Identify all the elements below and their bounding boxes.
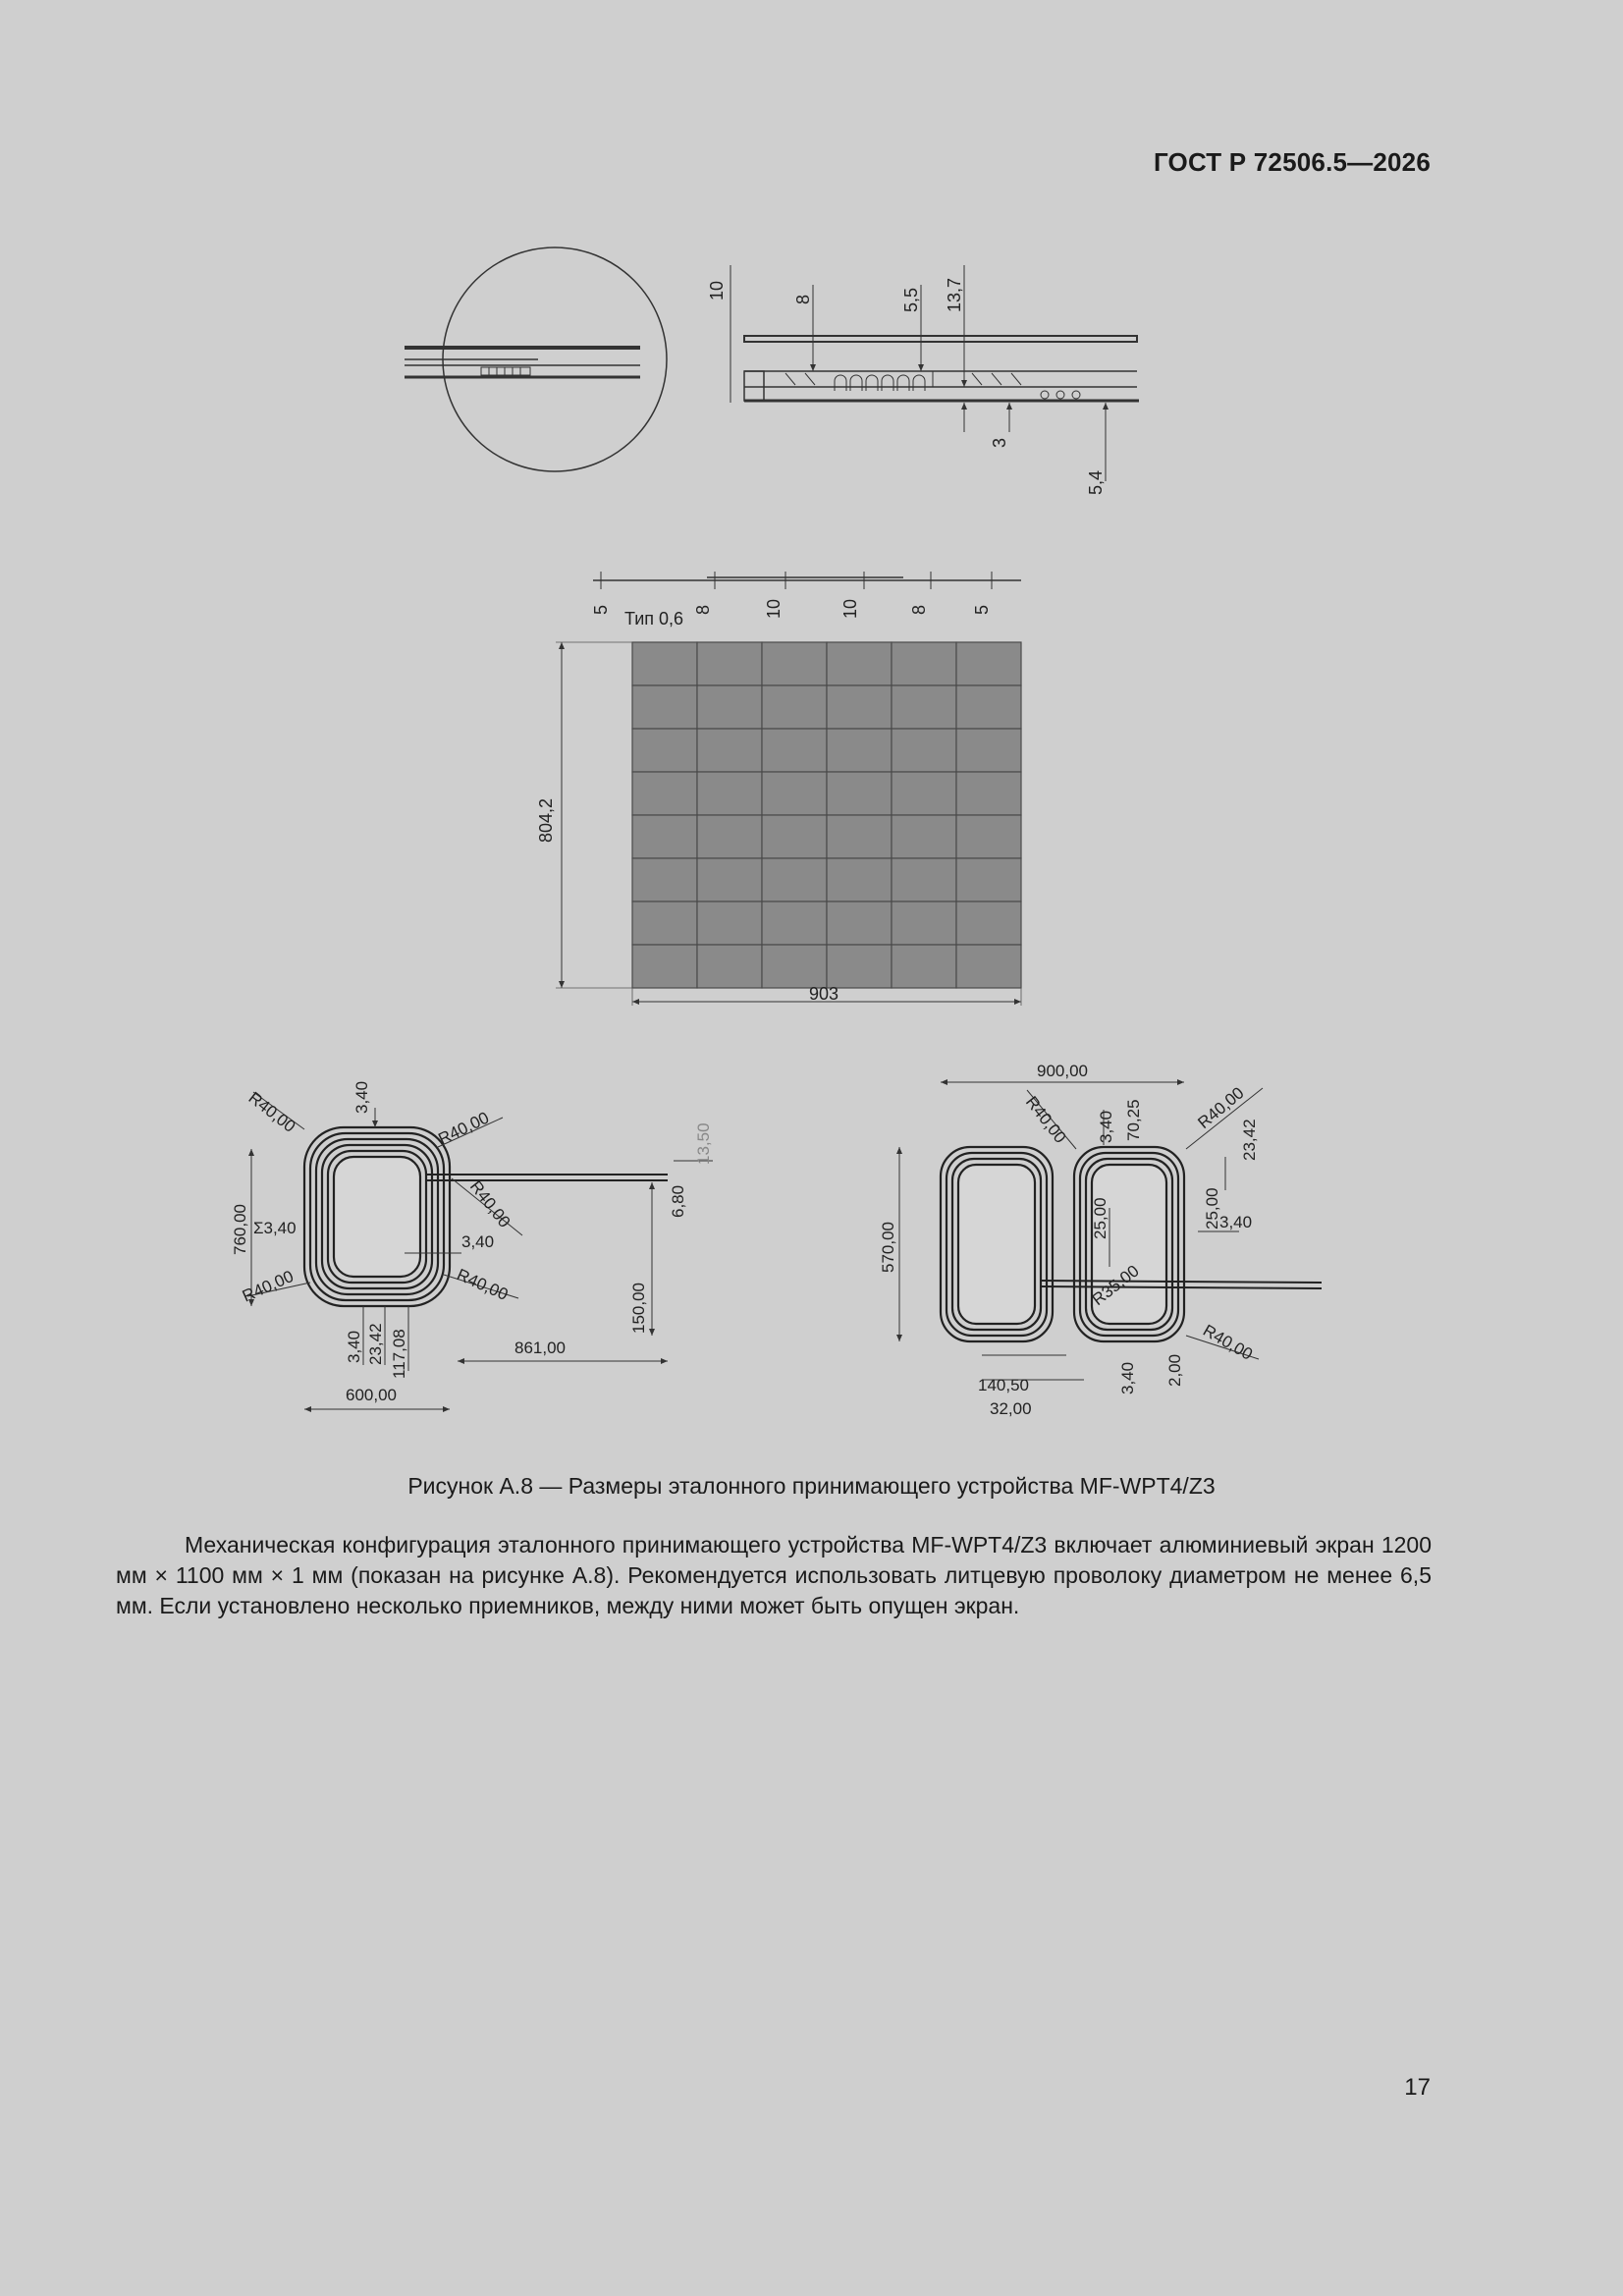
grid-cell bbox=[956, 858, 1021, 902]
standard-code: ГОСТ Р 72506.5—2026 bbox=[1153, 147, 1431, 177]
grid-cell bbox=[892, 858, 956, 902]
grid-cell bbox=[632, 858, 697, 902]
grid-cell bbox=[827, 685, 892, 729]
lc-r-bottom-right: R40,00 bbox=[454, 1265, 512, 1304]
dim-3: 3 bbox=[990, 437, 1009, 448]
lc-lead-gap: 6,80 bbox=[669, 1184, 687, 1218]
grid-dim-5-right: 5 bbox=[972, 604, 992, 615]
rc-r-top-right: R40,00 bbox=[1194, 1083, 1248, 1133]
grid-dim-8-left: 8 bbox=[693, 604, 713, 615]
grid-cell bbox=[956, 902, 1021, 945]
rc-r-top-left: R40,00 bbox=[1021, 1092, 1070, 1147]
rc-d-mid: 25,00 bbox=[1091, 1197, 1109, 1239]
rc-d-top: 3,40 bbox=[1097, 1110, 1115, 1143]
grid-cell bbox=[632, 729, 697, 772]
grid-cell bbox=[956, 642, 1021, 685]
dim-13-7: 13,7 bbox=[945, 277, 964, 312]
grid-cell bbox=[762, 729, 827, 772]
rc-r-inner: R35,00 bbox=[1088, 1261, 1143, 1310]
grid-cell bbox=[632, 945, 697, 988]
grid-cell bbox=[762, 642, 827, 685]
grid-cell bbox=[697, 815, 762, 858]
dim-8: 8 bbox=[793, 294, 813, 304]
grid-cell bbox=[632, 902, 697, 945]
grid-cell bbox=[827, 945, 892, 988]
grid-cell bbox=[956, 729, 1021, 772]
shield-grid-drawing bbox=[536, 572, 1021, 1006]
lc-lead-gap2: 13,50 bbox=[694, 1122, 713, 1165]
grid-cell bbox=[827, 858, 892, 902]
lc-r-top-left: R40,00 bbox=[244, 1088, 299, 1136]
rc-r-bottom-right: R40,00 bbox=[1200, 1321, 1256, 1364]
page-number: 17 bbox=[1404, 2074, 1431, 2101]
grid-cell bbox=[892, 772, 956, 815]
grid-cell bbox=[762, 772, 827, 815]
grid-cell bbox=[956, 945, 1021, 988]
rc-d-left: 140,50 bbox=[978, 1376, 1029, 1394]
grid-dim-5-left: 5 bbox=[591, 604, 611, 615]
grid-cell bbox=[956, 685, 1021, 729]
lc-d-bottom2: 23,42 bbox=[366, 1323, 385, 1365]
lc-lead: 861,00 bbox=[514, 1339, 566, 1357]
grid-cell bbox=[827, 815, 892, 858]
rc-d-bottom: 3,40 bbox=[1118, 1361, 1137, 1394]
grid-cell bbox=[762, 815, 827, 858]
grid-cell bbox=[697, 685, 762, 729]
body-paragraph-block bbox=[116, 1530, 1432, 1621]
lc-d-bottom: 3,40 bbox=[345, 1330, 363, 1363]
grid-cell bbox=[632, 642, 697, 685]
dim-5-4: 5,4 bbox=[1086, 469, 1106, 495]
right-coil-drawing bbox=[879, 1062, 1322, 1418]
grid-cell bbox=[892, 945, 956, 988]
grid-cell bbox=[697, 642, 762, 685]
lc-width: 600,00 bbox=[346, 1386, 397, 1404]
rc-d-mid3: 3,40 bbox=[1219, 1213, 1253, 1231]
left-coil-drawing bbox=[231, 1081, 713, 1409]
grid-cell bbox=[697, 729, 762, 772]
rc-width: 900,00 bbox=[1037, 1062, 1088, 1080]
figure-caption: Рисунок А.8 — Размеры эталонного принимающего устройства MF-WPT4/Z3 bbox=[407, 1473, 1216, 1499]
grid-dim-8-right: 8 bbox=[909, 604, 929, 615]
dim-10: 10 bbox=[707, 280, 727, 301]
grid-cell bbox=[827, 642, 892, 685]
body-paragraph: Механическая конфигурация эталонного принимающего устройства MF-WPT4/Z3 включает алюминиевый экран 1200 мм × 1100 мм × 1 мм (показан на рисунке А.8). Рекомендуется использовать литцевую проволоку диаметром не менее 6,5 мм. Если установлено несколько приемников, между ними может быть опущен экран. bbox=[116, 1532, 1432, 1618]
grid-cell bbox=[956, 815, 1021, 858]
lc-r-inner: R40,00 bbox=[465, 1176, 514, 1231]
grid-type-label: Тип 0,6 bbox=[624, 609, 684, 629]
grid-cell bbox=[956, 772, 1021, 815]
lc-lead-h: 150,00 bbox=[629, 1283, 648, 1334]
grid-cell bbox=[697, 945, 762, 988]
grid-cells bbox=[632, 642, 1021, 988]
rc-d-mid2: 25,00 bbox=[1203, 1187, 1221, 1230]
grid-height-dim: 804,2 bbox=[536, 797, 556, 843]
rc-d-right: 23,42 bbox=[1240, 1119, 1259, 1161]
lc-r-bottom-left: R40,00 bbox=[239, 1266, 297, 1306]
grid-cell bbox=[632, 772, 697, 815]
grid-cell bbox=[697, 772, 762, 815]
grid-cell bbox=[827, 902, 892, 945]
lc-height: 760,00 bbox=[231, 1204, 249, 1255]
grid-cell bbox=[697, 902, 762, 945]
lc-d-inner: 3,40 bbox=[461, 1232, 495, 1251]
grid-dim-10-left: 10 bbox=[764, 598, 784, 619]
grid-cell bbox=[892, 685, 956, 729]
grid-cell bbox=[762, 902, 827, 945]
grid-cell bbox=[697, 858, 762, 902]
grid-cell bbox=[892, 815, 956, 858]
grid-cell bbox=[892, 729, 956, 772]
lc-r-top-right: R40,00 bbox=[435, 1108, 493, 1149]
grid-cell bbox=[892, 642, 956, 685]
grid-width-dim: 903 bbox=[809, 984, 839, 1004]
rc-d-left2: 32,00 bbox=[990, 1399, 1032, 1418]
grid-cell bbox=[827, 729, 892, 772]
rc-height: 570,00 bbox=[879, 1222, 897, 1273]
rc-d-top2: 70,25 bbox=[1124, 1099, 1143, 1141]
grid-cell bbox=[892, 902, 956, 945]
lc-d-top: 3,40 bbox=[352, 1080, 371, 1114]
grid-cell bbox=[762, 858, 827, 902]
grid-cell bbox=[632, 815, 697, 858]
grid-cell bbox=[827, 772, 892, 815]
grid-dim-10-right: 10 bbox=[840, 598, 860, 619]
grid-cell bbox=[762, 685, 827, 729]
grid-cell bbox=[762, 945, 827, 988]
dim-5-5: 5,5 bbox=[901, 287, 921, 312]
grid-cell bbox=[632, 685, 697, 729]
rc-d-bottom2: 2,00 bbox=[1165, 1353, 1184, 1387]
lc-sigma: Σ3,40 bbox=[253, 1219, 297, 1237]
cross-section-drawing bbox=[405, 247, 1139, 481]
lc-d-bottom3: 117,08 bbox=[390, 1329, 408, 1379]
